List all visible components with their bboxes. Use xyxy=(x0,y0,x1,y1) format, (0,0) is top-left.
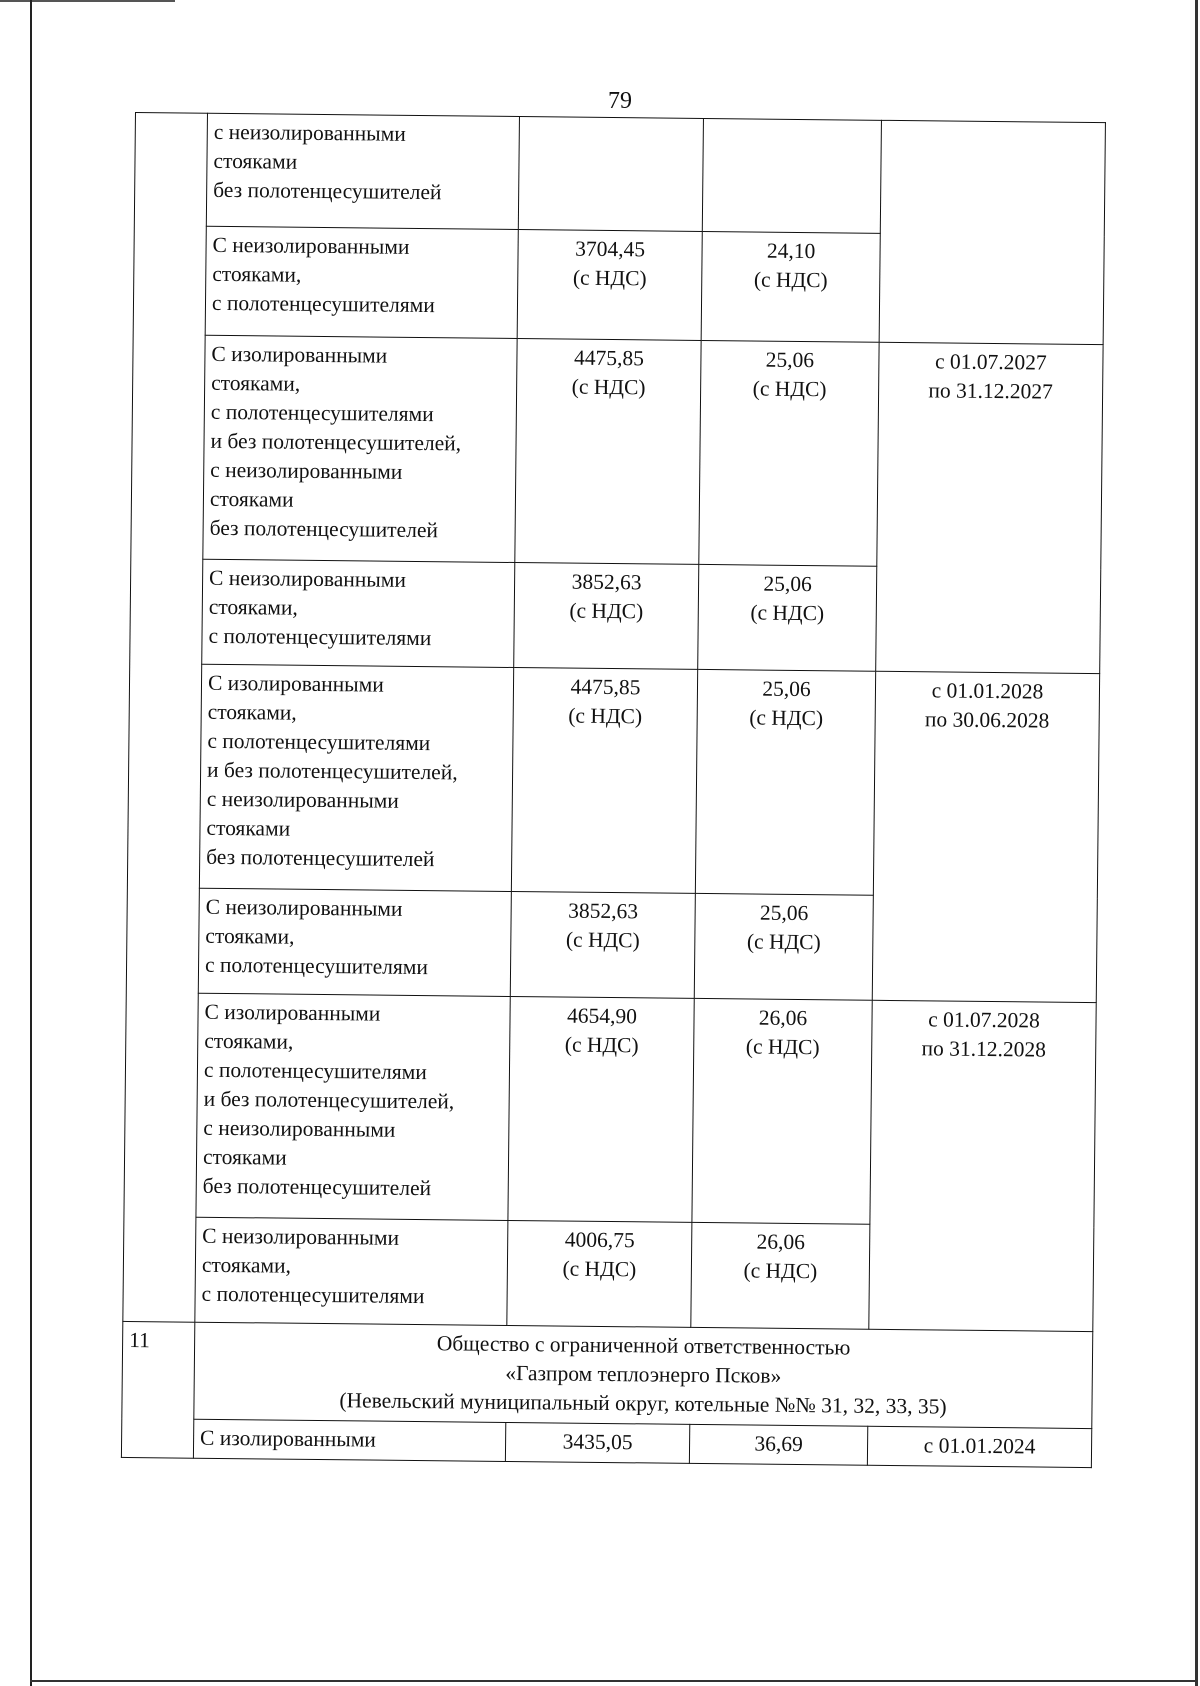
tariff-value-cell: 26,06 (с НДС) xyxy=(692,998,872,1224)
table-row xyxy=(127,663,1099,897)
description-cell: С неизолированными стояками, с полотенцесушителями xyxy=(205,226,518,338)
tariff-value-cell: 24,10 (с НДС) xyxy=(701,231,880,342)
tariff-value-cell: 25,06 (с НДС) xyxy=(695,669,875,895)
description-cell: с неизолированными стояками без полотенцесушителей xyxy=(206,113,519,229)
description-cell: С изолированными стояками, с полотенцесушителями и без полотенцесушителей, с неизолированными стояками без полотенцесушителей xyxy=(199,664,513,891)
tariff-value-cell: 4654,90 (с НДС) xyxy=(508,996,694,1222)
scan-edge-bottom xyxy=(30,1680,1198,1682)
row-number-cell xyxy=(123,113,208,1323)
row-number-cell: 11 xyxy=(121,1321,194,1458)
tariff-value-cell: 4475,85 (с НДС) xyxy=(511,667,697,893)
period-cell: с 01.07.2028 по 31.12.2028 xyxy=(869,1000,1096,1331)
tariff-value-cell: 26,06 (с НДС) xyxy=(691,1222,870,1329)
description-cell: С неизолированными стояками, с полотенцесушителями xyxy=(195,1217,508,1325)
tariff-value-cell: 3852,63 (с НДС) xyxy=(514,563,699,670)
scan-edge-top xyxy=(0,0,175,2)
tariff-value-cell: 25,06 (с НДС) xyxy=(698,564,877,671)
description-cell: С неизолированными стояками, с полотенцесушителями xyxy=(202,559,515,667)
tariff-value-cell: 36,69 xyxy=(689,1424,867,1465)
period-cell: с 01.01.2024 xyxy=(867,1426,1091,1467)
period-cell: с 01.07.2027 по 31.12.2027 xyxy=(876,342,1103,673)
scan-edge-right xyxy=(1195,0,1198,1686)
tariff-value-cell: 25,06 (с НДС) xyxy=(694,893,873,1000)
description-cell: С изолированными xyxy=(193,1419,505,1461)
description-cell: С изолированными стояками, с полотенцесушителями и без полотенцесушителей, с неизолированными стояками без полотенцесушителей xyxy=(203,335,517,562)
tariff-value-cell: 25,06 (с НДС) xyxy=(699,340,879,566)
scan-edge-left xyxy=(30,0,32,1686)
page-number: 79 xyxy=(608,88,632,114)
period-cell xyxy=(879,120,1105,344)
tariff-value-cell: 4475,85 (с НДС) xyxy=(515,339,701,565)
tariff-value-cell: 3435,05 xyxy=(505,1422,689,1463)
tariff-table xyxy=(121,112,1106,1468)
tariff-value-cell: 3852,63 (с НДС) xyxy=(510,891,695,998)
table-row xyxy=(131,334,1103,568)
document-page xyxy=(120,112,1105,1562)
table-row xyxy=(122,1321,1093,1428)
table-row xyxy=(134,113,1105,236)
tariff-value-cell: 4006,75 (с НДС) xyxy=(507,1220,692,1327)
tariff-value-cell: 3704,45 (с НДС) xyxy=(517,230,702,341)
description-cell: С неизолированными стояками, с полотенцесушителями xyxy=(198,888,511,996)
table-row xyxy=(124,992,1096,1226)
tariff-value-cell xyxy=(702,118,881,233)
organization-header-cell: Общество с ограниченной ответственностью «Газпром теплоэнерго Псков» (Невельский муниципальный округ, котельные №№ 31, 32, 33, 35) xyxy=(194,1322,1093,1428)
description-cell: С изолированными стояками, с полотенцесушителями и без полотенцесушителей, с неизолированными стояками без полотенцесушителей xyxy=(196,993,510,1220)
tariff-value-cell xyxy=(518,117,703,232)
period-cell: с 01.01.2028 по 30.06.2028 xyxy=(872,671,1099,1002)
